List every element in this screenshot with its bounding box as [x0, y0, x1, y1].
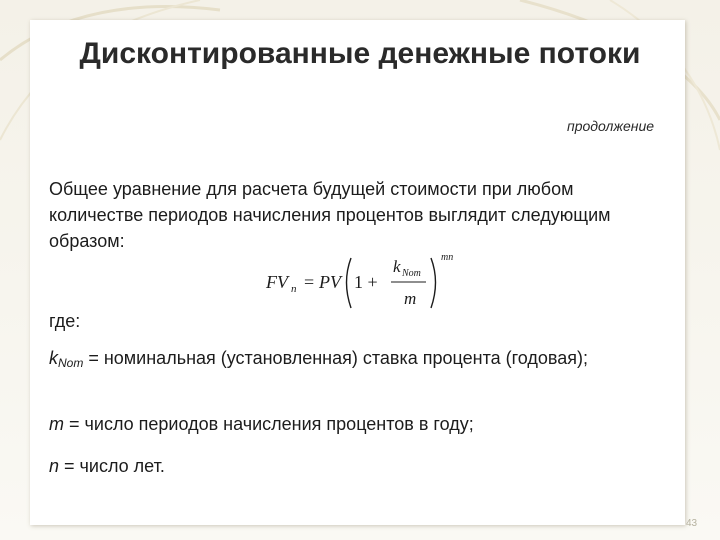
formula-k: k — [393, 257, 401, 276]
definition-text: = число лет. — [59, 456, 165, 476]
formula-exponent: mn — [441, 252, 454, 263]
definition-symbol-sub: Nom — [58, 356, 84, 370]
future-value-formula — [262, 248, 472, 312]
where-label: где: — [49, 311, 81, 331]
intro-paragraph: Общее уравнение для расчета будущей стоимости при любом количестве периодов начисления процентов выглядит следующим образом: — [49, 179, 611, 251]
definition-symbol: n — [49, 456, 60, 476]
formula-m: m — [404, 289, 417, 308]
slide-title: Дисконтированные денежные потоки — [79, 37, 641, 70]
definition-m — [49, 411, 639, 437]
slide-subtitle: продолжение — [567, 118, 655, 134]
definition-text: = номинальная (установленная) ставка процента (годовая); — [83, 348, 589, 368]
formula-one-plus: 1 + — [354, 272, 378, 292]
definition-text: = число периодов начисления процентов в году; — [64, 414, 474, 434]
definition-symbol: m — [49, 414, 64, 434]
page-number: 43 — [686, 518, 698, 529]
formula-fv: FV — [266, 272, 288, 292]
formula-pv: PV — [319, 272, 341, 292]
definition-knom — [49, 345, 639, 376]
formula-fv-sub: n — [291, 283, 297, 295]
formula-k-sub: Nom — [402, 268, 421, 279]
formula-left-paren — [347, 258, 352, 308]
definition-n — [49, 453, 639, 479]
formula-right-paren — [431, 258, 436, 308]
definition-symbol: k — [49, 348, 58, 368]
formula-equals: = — [304, 272, 315, 292]
